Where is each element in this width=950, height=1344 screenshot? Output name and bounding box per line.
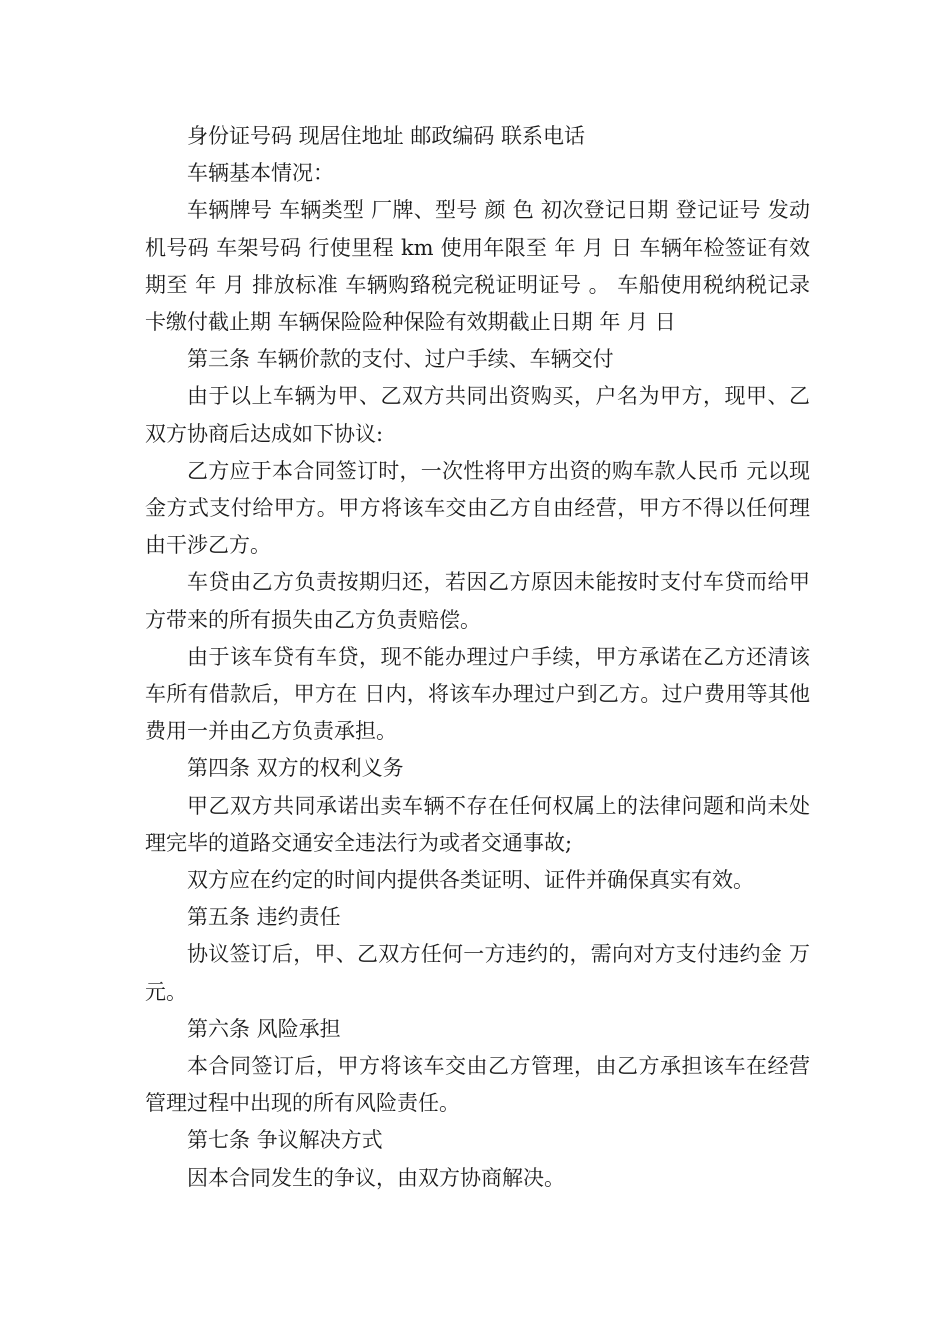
- paragraph-loan-repayment: 车贷由乙方负责按期归还，若因乙方原因未能按时支付车贷而给甲方带来的所有损失由乙方负责赔偿。: [145, 570, 810, 632]
- article-5-heading: 第五条 违约责任: [187, 905, 341, 930]
- article-7-heading: 第七条 争议解决方式: [187, 1128, 383, 1153]
- paragraph-payment: 乙方应于本合同签订时，一次性将甲方出资的购车款人民币 元以现金方式支付给甲方。甲方将该车交由乙方自由经营，甲方不得以任何理由干涉乙方。: [145, 458, 810, 558]
- paragraph-vehicle-heading: 车辆基本情况：: [187, 161, 334, 186]
- paragraph-transfer: 由于该车贷有车贷，现不能办理过户手续，甲方承诺在乙方还清该车所有借款后，甲方在 日内，将该车办理过户到乙方。过户费用等其他费用一并由乙方负责承担。: [145, 644, 810, 744]
- paragraph-rights-2: 双方应在约定的时间内提供各类证明、证件并确保真实有效。: [187, 868, 754, 893]
- paragraph-dispute: 因本合同发生的争议，由双方协商解决。: [187, 1165, 565, 1190]
- paragraph-party-info: 身份证号码 现居住地址 邮政编码 联系电话: [187, 124, 586, 148]
- article-3-heading: 第三条 车辆价款的支付、过户手续、车辆交付: [187, 347, 614, 372]
- paragraph-agreement-intro: 由于以上车辆为甲、乙双方共同出资购买，户名为甲方，现甲、乙双方协商后达成如下协议:: [145, 384, 810, 446]
- paragraph-risk: 本合同签订后，甲方将该车交由乙方管理，由乙方承担该车在经营管理过程中出现的所有风险责任。: [145, 1054, 810, 1116]
- paragraph-rights-1: 甲乙双方共同承诺出卖车辆不存在任何权属上的法律问题和尚未处理完毕的道路交通安全违法行为或者交通事故;: [145, 793, 810, 855]
- paragraph-vehicle-details: 车辆牌号 车辆类型 厂牌、型号 颜 色 初次登记日期 登记证号 发动机号码 车架号码 行使里程 km 使用年限至 年 月 日 车辆年检签证有效期至 年 月 排放标准 车辆购臵税完税证明证号 。 车船使用税纳税记录卡缴付截止期 车辆保险险种保险有效期截止日期 年 月 日: [145, 198, 810, 335]
- article-4-heading: 第四条 双方的权利义务: [187, 756, 404, 781]
- article-6-heading: 第六条 风险承担: [187, 1016, 341, 1041]
- paragraph-breach: 协议签订后，甲、乙双方任何一方违约的，需向对方支付违约金 万元。: [145, 942, 810, 1004]
- document-body: [145, 118, 810, 1197]
